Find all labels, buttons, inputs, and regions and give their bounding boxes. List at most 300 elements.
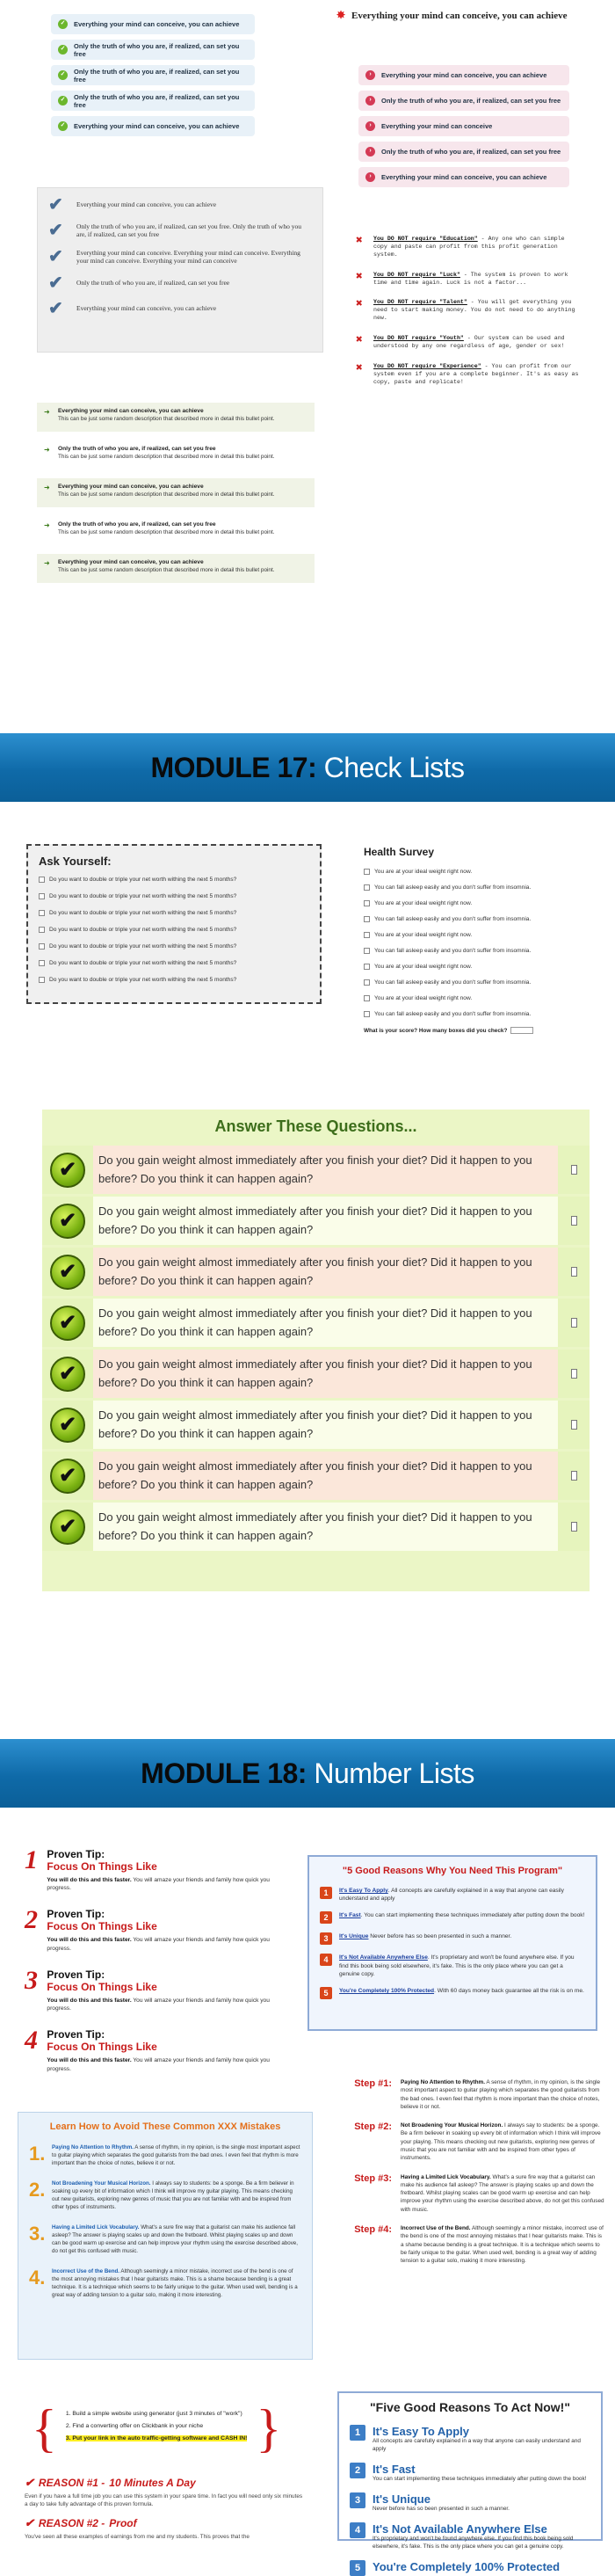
x-list-body: - Our system can be used and understood by any one regardless of age, gender or sex! [373, 335, 565, 350]
module-17-banner [0, 733, 615, 802]
reason-item [25, 2476, 306, 2509]
answer-row [42, 1296, 590, 1347]
answer-icon-cell [42, 1299, 93, 1347]
step-item [350, 2121, 604, 2162]
check-row [48, 249, 312, 266]
number-badge: 2 [350, 2463, 365, 2478]
list-item-text: Everything your mind can conceive [381, 122, 493, 130]
x-list-head: You DO NOT require "Experience" [373, 362, 481, 369]
arrow-right-icon: ➜ [44, 446, 50, 454]
answer-question-text: Do you gain weight almost immediately after you finish your diet? Did it happen to you before? Do you think it can happen again? [93, 1197, 558, 1245]
check-row [48, 275, 312, 291]
tip-title: Proven Tip: [47, 1848, 105, 1860]
act-now-content [373, 2463, 586, 2484]
health-item-text: You can fall asleep easily and you don't suffer from insomnia. [374, 884, 532, 891]
tip-title: Proven Tip: [47, 1968, 105, 1981]
arrow-box-title: Only the truth of who you are, if realized, can set you free [58, 521, 216, 528]
good-reason-item [320, 1887, 585, 1903]
answer-icon-cell [42, 1248, 93, 1296]
answer-checkbox[interactable] [571, 1420, 577, 1430]
step-item [350, 2224, 604, 2265]
checkmark-icon: ✔ [25, 2476, 34, 2489]
checkmark-icon: ✔ [48, 221, 63, 241]
good-reason-body: . You can start implementing these techniques immediately after putting down the book! [360, 1912, 585, 1919]
list-item [358, 91, 569, 111]
health-item-text: You are at your ideal weight right now. [374, 995, 473, 1001]
tip-title: Proven Tip: [47, 1908, 105, 1921]
answer-question-text: Do you gain weight almost immediately after you finish your diet? Did it happen to you before? Do you think it can happen again? [93, 1452, 558, 1500]
x-list-head: You DO NOT require "Talent" [373, 299, 467, 306]
good-reason-text [339, 1932, 511, 1945]
checkbox[interactable] [364, 900, 370, 906]
mistake-body: A sense of rhythm, in my opinion, is the single most important aspect to guitar playing which separates the good guitarists from the bad ones. I even feel that rhythm is more important than the choice of notes, believe it or not. [52, 2144, 300, 2166]
ordered-list [66, 2410, 248, 2448]
x-list-head: You DO NOT require "Youth" [373, 335, 464, 342]
arrow-box-content [58, 408, 275, 426]
check-circle-icon: ✓ [58, 45, 68, 55]
ordered-item [66, 2410, 248, 2419]
green-check-icon: ✔ [50, 1510, 85, 1545]
module-18-title: MODULE 18: Number Lists [141, 1757, 474, 1789]
answer-checkbox[interactable] [571, 1369, 577, 1379]
star-heading [336, 11, 574, 23]
x-list-body: - The system is proven to work time and time again. Luck is not a factor... [373, 271, 568, 286]
health-item-text: You can fall asleep easily and you don't suffer from insomnia. [374, 1011, 532, 1017]
good-reason-text [339, 1954, 585, 1978]
answer-row [42, 1194, 590, 1245]
list-item [358, 142, 569, 162]
step-body: Although seemingly a minor mistake, incorrect use of the bend is one of the most annoying mistakes that I hear guitarists make. This is a shame because bending is a great technique. It is a technique which seems to be fairly unique to the guitar. When used well, bending is a great way of adding tension to a guitar solo, making it more interesting. [401, 2224, 604, 2265]
act-now-content [373, 2522, 590, 2551]
mistake-item [29, 2144, 301, 2168]
number-badge: 4 [350, 2522, 365, 2538]
x-list-text [373, 272, 581, 287]
arrow-right-icon: ➜ [44, 484, 50, 491]
good-reason-text [339, 1911, 584, 1924]
health-item-text: You can fall asleep easily and you don't suffer from insomnia. [374, 916, 532, 922]
answer-checkbox-cell [558, 1146, 590, 1194]
list-item-text: Only the truth of who you are, if realized, can set you free [74, 41, 240, 58]
tip-number: 2 [25, 1905, 38, 1935]
step-text [401, 2078, 604, 2111]
health-item [364, 948, 583, 954]
answer-question-text: Do you gain weight almost immediately after you finish your diet? Did it happen to you before? Do you think it can happen again? [93, 1401, 558, 1449]
checkbox[interactable] [39, 877, 45, 883]
starburst-icon: ✸ [336, 9, 346, 21]
ask-yourself-box [26, 844, 322, 1004]
green-check-icon: ✔ [50, 1255, 85, 1290]
arrow-box-title: Only the truth of who you are, if realized, can set you free [58, 446, 216, 452]
arrow-box-desc: This can be just some random description that described more in detail this bullet point. [58, 491, 275, 498]
pink-pill-list [358, 65, 569, 193]
x-list-head: You DO NOT require "Luck" [373, 271, 460, 278]
five-reasons-title: "Five Good Reasons To Act Now!" [370, 2400, 570, 2414]
x-list-body: - Any one who can simple copy and paste can profit from this profit generation system. [373, 236, 565, 258]
reason-list [25, 2476, 306, 2549]
checkbox[interactable] [39, 960, 45, 966]
health-item [364, 995, 583, 1001]
check-row-text: Everything your mind can conceive, you can achieve [76, 200, 217, 209]
step-text [401, 2224, 604, 2265]
x-list-body: - You can profit from our system even if you are a complete beginner. It's as easy as copy, paste and replicate! [373, 362, 579, 385]
answer-question-text: Do you gain weight almost immediately after you finish your diet? Did it happen to you before? Do you think it can happen again? [93, 1350, 558, 1398]
check-circle-icon: ✓ [58, 19, 68, 29]
x-list-text [373, 363, 581, 387]
answer-checkbox-cell [558, 1299, 590, 1347]
number-badge: 2 [320, 1911, 332, 1924]
list-item-text: Only the truth of who you are, if realized, can set you free [381, 97, 561, 105]
number-badge: 1 [320, 1887, 332, 1899]
avoid-mistakes-box [18, 2112, 313, 2360]
arrow-box-desc: This can be just some random description that described more in detail this bullet point. [58, 528, 275, 535]
health-item-text: You are at your ideal weight right now. [374, 900, 473, 906]
arrow-box-content [58, 484, 275, 502]
answer-checkbox-cell [558, 1503, 590, 1551]
health-item [364, 900, 583, 906]
arrow-box-list [37, 403, 315, 592]
answer-title: Answer These Questions... [214, 1117, 417, 1135]
step-label: Step #4: [354, 2223, 392, 2235]
ask-item-text: Do you want to double or triple your net worth withing the next 5 months? [49, 893, 237, 899]
act-now-title: It's Not Available Anywhere Else [373, 2521, 547, 2536]
tip-desc-rest: You will amaze your friends and family how quick you progress. [47, 1877, 270, 1892]
answer-checkbox-cell [558, 1248, 590, 1296]
answer-row [42, 1143, 590, 1194]
tip-subtitle: Focus On Things Like [47, 2041, 157, 2054]
number-badge: 5 [350, 2560, 365, 2576]
checkbox[interactable] [39, 977, 45, 983]
arrow-box-content [58, 521, 275, 540]
good-reason-body: Never before has so been presented in such a manner. [368, 1933, 512, 1940]
answer-row [42, 1245, 590, 1296]
step-text [401, 2173, 604, 2214]
answer-checkbox-cell [558, 1197, 590, 1245]
check-row-text: Everything your mind can conceive, you can achieve [76, 303, 217, 312]
list-item-text: Everything your mind can conceive, you can achieve [381, 173, 547, 181]
good-reason-text [339, 1887, 585, 1903]
checkmark-icon: ✔ [25, 2515, 34, 2529]
list-item [358, 116, 569, 136]
tip-content [47, 2028, 288, 2072]
step-item [350, 2078, 604, 2111]
ask-item-text: Do you want to double or triple your net worth withing the next 5 months? [49, 910, 237, 916]
ordered-item-text: 1. Build a simple website using generator (just 3 minutes of "work") [65, 2410, 242, 2417]
good-reason-head: It's Unique [339, 1933, 369, 1940]
good-reasons-title: "5 Good Reasons Why You Need This Program" [342, 1866, 563, 1876]
arrow-box-desc: This can be just some random description that described more in detail this bullet point. [58, 566, 275, 573]
cross-icon: ✖ [356, 234, 363, 247]
score-input[interactable] [510, 1027, 533, 1034]
good-reason-body: . It's proprietary and won't be found anywhere else. If you find this book being sold elsewhere, it's fake. This is the only place where you can get a genuine copy. [339, 1954, 575, 1977]
check-circle-icon: ✓ [58, 96, 68, 106]
list-item-text: Everything your mind can conceive, you can achieve [381, 71, 547, 79]
mistake-body: Although seemingly a minor mistake, incorrect use of the bend is one of the most annoying mistakes that I hear guitarists make. This is a shame because bending is a great technique. It is a technique which seems to be fairly unique to the guitar. When used well, bending is a great way of adding tension to a guitar solo, making it more interesting. [52, 2267, 298, 2298]
green-check-icon: ✔ [50, 1306, 85, 1341]
answer-checkbox[interactable] [571, 1522, 577, 1532]
checkbox[interactable] [364, 1011, 370, 1017]
ask-item-text: Do you want to double or triple your net worth withing the next 5 months? [49, 877, 237, 883]
x-list-body: - You will get everything you need to start making money. You do not need to do anything new. [373, 299, 575, 322]
green-check-icon: ✔ [50, 1204, 85, 1239]
mistake-text [52, 2144, 301, 2168]
x-list-head: You DO NOT require "Education" [373, 236, 478, 242]
reason-value: Proof [109, 2516, 137, 2529]
health-item [364, 1011, 583, 1017]
check-circle-icon: ✓ [58, 121, 68, 131]
health-survey-title: Health Survey [364, 846, 435, 858]
checkbox[interactable] [39, 927, 45, 933]
act-now-title: It's Fast [373, 2462, 416, 2476]
arrow-circle-icon: › [365, 172, 375, 182]
answer-row [42, 1500, 590, 1551]
checkbox[interactable] [364, 869, 370, 875]
good-reason-head: You're Completely 100% Protected [339, 1988, 435, 1995]
answer-row [42, 1449, 590, 1500]
x-list-item [356, 299, 581, 323]
reason-desc: Even if you have a full time job you can use this system in your spare time. In fact you will need only six minutes a day to take fully advantage of this proven formula. [25, 2493, 303, 2507]
reason-key: REASON #2 - [38, 2516, 105, 2529]
tip-desc-bold: You will do this and this faster. [47, 1997, 132, 2004]
ask-item [39, 893, 309, 899]
arrow-box [37, 516, 315, 545]
answer-questions-table [42, 1110, 590, 1591]
health-item [364, 964, 583, 970]
step-text [401, 2121, 604, 2162]
ask-item-text: Do you want to double or triple your net worth withing the next 5 months? [49, 977, 237, 983]
proven-tip [25, 1905, 288, 1952]
x-list-text [373, 335, 581, 351]
checkbox[interactable] [364, 884, 370, 891]
green-check-icon: ✔ [50, 1459, 85, 1494]
tip-title: Proven Tip: [47, 2028, 105, 2041]
act-now-item [350, 2522, 590, 2551]
step-head: Not Broadening Your Musical Horizon. [401, 2122, 503, 2129]
mistake-number: 4. [29, 2266, 46, 2289]
answer-checkbox[interactable] [571, 1471, 577, 1481]
list-item [51, 14, 255, 34]
answer-checkbox-cell [558, 1401, 590, 1449]
list-item-text: Everything your mind can conceive, you can achieve [74, 122, 240, 130]
tip-subtitle: Focus On Things Like [47, 1920, 157, 1933]
health-item-text: You are at your ideal weight right now. [374, 932, 473, 938]
arrow-box [37, 478, 315, 507]
tip-number: 3 [25, 1965, 38, 1995]
health-item-text: You are at your ideal weight right now. [374, 964, 473, 970]
answer-checkbox[interactable] [571, 1216, 577, 1226]
number-badge: 4 [320, 1954, 332, 1966]
cross-icon: ✖ [356, 297, 363, 311]
arrow-box [37, 440, 315, 469]
ask-item [39, 977, 309, 983]
score-question [364, 1027, 583, 1034]
answer-icon-cell [42, 1146, 93, 1194]
step-body: A sense of rhythm, in my opinion, is the single most important aspect to guitar playing which separates the good guitarists from the bad ones. I even feel that rhythm is more important than the choice of notes, believe it or not. [401, 2079, 601, 2110]
arrow-box [37, 403, 315, 432]
ask-yourself-title: Ask Yourself: [39, 855, 112, 868]
good-reason-item [320, 1954, 585, 1978]
act-now-desc: All concepts are carefully explained in a way that anyone can easily understand and apply [373, 2438, 581, 2452]
tip-content [47, 1848, 288, 1892]
tip-desc [47, 1876, 288, 1892]
answer-row [42, 1347, 590, 1398]
checkmark-icon: ✔ [48, 298, 63, 318]
act-now-desc: Never before has so been presented in such a manner. [373, 2505, 510, 2512]
arrow-box-title: Everything your mind can conceive, you can achieve [58, 484, 204, 490]
step-label: Step #1: [354, 2078, 392, 2089]
green-check-icon: ✔ [50, 1153, 85, 1188]
answer-question-text: Do you gain weight almost immediately after you finish your diet? Did it happen to you before? Do you think it can happen again? [93, 1146, 558, 1194]
tip-desc [47, 1997, 288, 2012]
reason-desc: You've seen all these examples of earnings from me and my students. This proves that the [25, 2533, 250, 2540]
answer-question-text: Do you gain weight almost immediately after you finish your diet? Did it happen to you before? Do you think it can happen again? [93, 1503, 558, 1551]
answer-icon-cell [42, 1401, 93, 1449]
answer-icon-cell [42, 1350, 93, 1398]
list-item-text: Only the truth of who you are, if realized, can set you free [381, 148, 561, 156]
good-reason-text [339, 1987, 584, 1999]
answer-checkbox-cell [558, 1452, 590, 1500]
list-item [358, 65, 569, 85]
proven-tip [25, 1845, 288, 1892]
proven-tips-list [25, 1845, 288, 2089]
right-brace-icon: } [256, 2399, 282, 2457]
step-item [350, 2173, 604, 2214]
health-item [364, 916, 583, 922]
checkbox[interactable] [364, 995, 370, 1001]
good-reason-item [320, 1987, 585, 1999]
tip-desc-bold: You will do this and this faster. [47, 1937, 132, 1944]
cross-icon: ✖ [356, 269, 363, 283]
left-brace-icon: { [32, 2399, 57, 2457]
checkbox[interactable] [364, 932, 370, 938]
mistake-head: Not Broadening Your Musical Horizon. [52, 2179, 151, 2187]
answer-icon-cell [42, 1452, 93, 1500]
answer-icon-cell [42, 1197, 93, 1245]
health-item-text: You can fall asleep easily and you don't suffer from insomnia. [374, 948, 532, 954]
check-circle-icon: ✓ [58, 70, 68, 80]
mistake-text [52, 2268, 301, 2300]
arrow-right-icon: ➜ [44, 521, 50, 529]
check-row-text: Only the truth of who you are, if realized, can set you free [76, 278, 230, 287]
mistake-item [29, 2224, 301, 2256]
good-reason-item [320, 1932, 585, 1945]
arrow-box-desc: This can be just some random description that described more in detail this bullet point. [58, 415, 275, 422]
reason-heading [25, 2516, 306, 2530]
answer-checkbox[interactable] [571, 1267, 577, 1277]
answer-row [42, 1398, 590, 1449]
x-list-item [356, 360, 581, 387]
tip-desc [47, 2056, 288, 2072]
checkbox[interactable] [364, 916, 370, 922]
tip-desc-bold: You will do this and this faster. [47, 2057, 132, 2064]
ask-item-text: Do you want to double or triple your net worth withing the next 5 months? [49, 927, 237, 933]
act-now-title: It's Easy To Apply [373, 2425, 470, 2438]
tip-number: 4 [25, 2026, 38, 2056]
tip-subtitle: Focus On Things Like [47, 1860, 157, 1873]
x-list-item [356, 236, 581, 259]
ask-item [39, 910, 309, 916]
arrow-right-icon: ➜ [44, 559, 50, 567]
checkbox[interactable] [364, 948, 370, 954]
mistake-number: 1. [29, 2143, 46, 2165]
good-reason-head: It's Easy To Apply [339, 1888, 388, 1894]
number-badge: 3 [350, 2492, 365, 2508]
module-17-title: MODULE 17: Check Lists [150, 751, 465, 783]
good-reason-item [320, 1911, 585, 1924]
arrow-right-icon: ➜ [44, 408, 50, 416]
checkbox[interactable] [364, 964, 370, 970]
checkmark-icon: ✔ [48, 195, 63, 215]
step-head: Having a Limited Lick Vocabulary. [401, 2173, 491, 2180]
health-item-text: You are at your ideal weight right now. [374, 869, 473, 875]
ask-item [39, 877, 309, 883]
reason-key: REASON #1 - [38, 2477, 105, 2489]
step-head: Incorrect Use of the Bend. [401, 2224, 471, 2231]
good-reason-head: It's Fast [339, 1912, 361, 1919]
score-label: What is your score? How many boxes did you check? [364, 1027, 508, 1034]
act-now-item [350, 2492, 590, 2514]
step-head: Paying No Attention to Rhythm. [401, 2079, 485, 2085]
act-now-desc: You can start implementing these techniques immediately after putting down the book! [373, 2475, 587, 2482]
act-now-item [350, 2463, 590, 2484]
answer-checkbox[interactable] [571, 1318, 577, 1328]
list-item [51, 40, 255, 60]
mistake-text [52, 2180, 301, 2212]
ask-item [39, 943, 309, 950]
arrow-box-title: Everything your mind can conceive, you can achieve [58, 559, 204, 565]
module-18-banner [0, 1739, 615, 1808]
checkbox[interactable] [364, 979, 370, 986]
ordered-item-text: 2. Find a converting offer on Clickbank in your niche [65, 2422, 204, 2429]
checkbox[interactable] [39, 893, 45, 899]
checkbox[interactable] [39, 910, 45, 916]
ask-item [39, 960, 309, 966]
cross-icon: ✖ [356, 360, 363, 375]
arrow-box-content [58, 559, 275, 578]
tip-content [47, 1968, 288, 2012]
list-item [51, 65, 255, 85]
step-label: Step #3: [354, 2172, 392, 2184]
good-reason-body: . With 60 days money back guarantee all the risk is on me. [434, 1988, 584, 1995]
answer-question-text: Do you gain weight almost immediately after you finish your diet? Did it happen to you before? Do you think it can happen again? [93, 1299, 558, 1347]
act-now-item [350, 2425, 590, 2454]
mistake-number: 2. [29, 2178, 46, 2201]
checkbox[interactable] [39, 943, 45, 950]
check-row-text: Only the truth of who you are, if realized, can set you free. Only the truth of who you are, if realized, can set you free [76, 222, 301, 239]
arrow-circle-icon: › [365, 121, 375, 131]
act-now-content [373, 2492, 510, 2514]
health-item [364, 884, 583, 891]
ask-item-text: Do you want to double or triple your net worth withing the next 5 months? [49, 960, 237, 966]
proven-tip [25, 1965, 288, 2012]
tip-content [47, 1908, 288, 1952]
ordered-item-text: 3. Put your link in the auto traffic-getting software and CASH IN! [65, 2435, 248, 2442]
green-pill-list [51, 14, 255, 142]
list-item [358, 167, 569, 187]
number-badge: 5 [320, 1987, 332, 1999]
ask-item [39, 927, 309, 933]
mistake-head: Incorrect Use of the Bend. [52, 2267, 120, 2274]
ordered-item [66, 2422, 248, 2431]
mistake-text [52, 2224, 301, 2256]
answer-checkbox[interactable] [571, 1165, 577, 1175]
health-item [364, 932, 583, 938]
checkmark-icon: ✔ [48, 247, 63, 267]
answer-icon-cell [42, 1503, 93, 1551]
step-label: Step #2: [354, 2121, 392, 2133]
mistake-item [29, 2180, 301, 2212]
five-reasons-box [337, 2391, 603, 2573]
green-check-icon: ✔ [50, 1357, 85, 1392]
